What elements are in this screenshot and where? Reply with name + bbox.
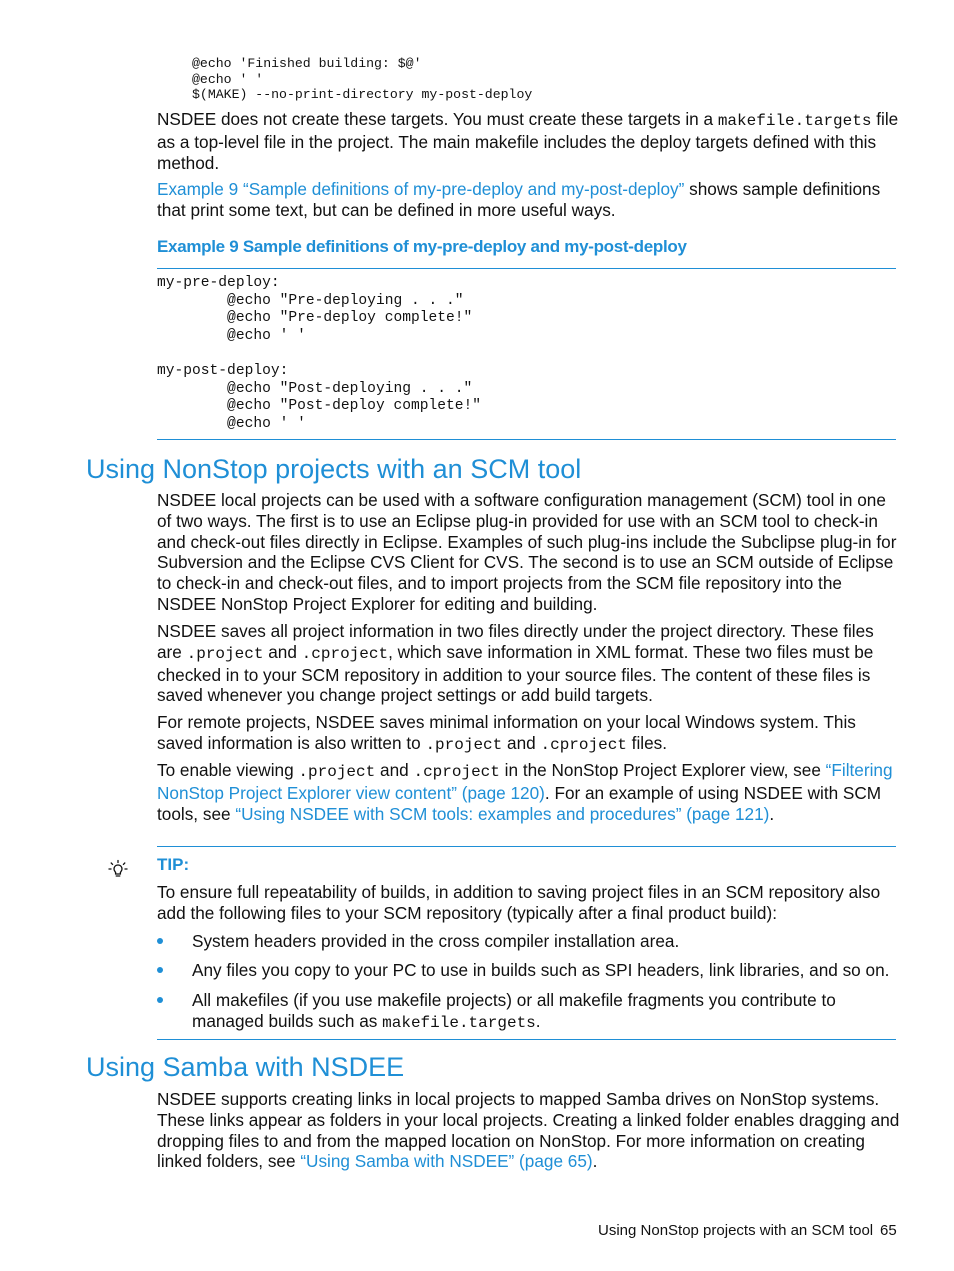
- example-title: Example 9 Sample definitions of my-pre-deploy and my-post-deploy: [157, 237, 687, 256]
- list-item: All makefiles (if you use makefile projects) or all makefile fragments you contribute to managed builds such as makefile.targets.: [157, 990, 902, 1034]
- footer-title: Using NonStop projects with an SCM tool: [598, 1222, 874, 1239]
- scm-paragraph-1: NSDEE local projects can be used with a software configuration management (SCM) tool in one of two ways. The first is to use an Eclipse plug-in provided for use with an SCM tool to check-in and check-out files directly in Eclipse. Examples of such plug-ins include the Subclipse plug-in for Subversion and the Eclipse CVS Client for CVS. The second is to use an SCM outside of Eclipse to check-in and check-out files, and to import projects from the SCM file repository into the NSDEE NonStop Project Explorer for editing and building.: [157, 490, 897, 614]
- lightbulb-icon: [108, 859, 128, 881]
- page-footer: [598, 1222, 897, 1239]
- filtering-explorer-link[interactable]: “Filtering NonStop Project Explorer view content” (page 120): [157, 760, 893, 803]
- code-inline: makefile.targets: [717, 112, 872, 130]
- tip-text: To ensure full repeatability of builds, in addition to saving project files in an SCM repository also add the following files to your SCM repository (typically after a final product build):: [157, 882, 881, 923]
- samba-link[interactable]: “Using Samba with NSDEE” (page 65): [300, 1151, 593, 1172]
- example-code-block: my-pre-deploy: @echo "Pre-deploying . . ." @echo "Pre-deploy complete!" @echo ' ' my-post-deploy: @echo "Post-deploying . . ." @echo "Post-deploy complete!" @echo ' ': [157, 275, 482, 432]
- tip-top-rule: [157, 846, 896, 847]
- example-9-link[interactable]: Example 9 “Sample definitions of my-pre-deploy and my-post-deploy”: [157, 179, 685, 199]
- scm-section-heading: Using NonStop projects with an SCM tool: [86, 454, 582, 484]
- bullet-dot: [157, 967, 163, 973]
- tip-label: TIP:: [157, 855, 190, 874]
- intro-paragraph-1: NSDEE does not create these targets. You must create these targets in a makefile.targets file as a top-level file in the project. The main makefile includes the deploy targets defined with this method.: [157, 109, 899, 173]
- scm-paragraph-2: NSDEE saves all project information in two files directly under the project directory. These files are .project and .cproject, which save information in XML format. These two files must be checked in to your SCM repository in addition to your source files. The content of these files is saved whenever you change project settings or add build targets.: [157, 621, 874, 706]
- scm-paragraph-4: To enable viewing .project and .cproject in the NonStop Project Explorer view, see “Filtering NonStop Project Explorer view content” (page 120). For an example of using NSDEE with SCM tools, see “Using NSDEE with SCM tools: examples and procedures” (page 121).: [157, 760, 893, 824]
- samba-section-heading: Using Samba with NSDEE: [86, 1052, 405, 1082]
- code-block-top: @echo 'Finished building: $@' @echo ' ' $(MAKE) --no-print-directory my-post-deploy: [192, 56, 533, 103]
- samba-paragraph: NSDEE supports creating links in local projects to mapped Samba drives on NonStop systems. These links appear as folders in your local projects. Creating a linked folder enables dragging and dropping files to and from the mapped location on NonStop. For more information on creating linked folders, see “Using Samba with NSDEE” (page 65).: [157, 1089, 900, 1172]
- list-item: System headers provided in the cross compiler installation area.: [157, 931, 902, 953]
- scm-paragraph-3: For remote projects, NSDEE saves minimal information on your local Windows system. This saved information is also written to .project and .cproject files.: [157, 712, 856, 754]
- intro-paragraph-2: Example 9 “Sample definitions of my-pre-deploy and my-post-deploy” shows sample definitions that print some text, but can be defined in more useful ways.: [157, 179, 881, 220]
- bullet-dot: [157, 997, 163, 1003]
- tip-bottom-rule: [157, 1039, 896, 1040]
- page-number: 65: [880, 1222, 897, 1239]
- list-item: Any files you copy to your PC to use in builds such as SPI headers, link libraries, and so on.: [157, 960, 902, 982]
- bullet-dot: [157, 938, 163, 944]
- example-bottom-rule: [157, 439, 896, 440]
- scm-examples-link[interactable]: “Using NSDEE with SCM tools: examples and procedures” (page 121): [235, 803, 770, 824]
- example-top-rule: [157, 268, 896, 269]
